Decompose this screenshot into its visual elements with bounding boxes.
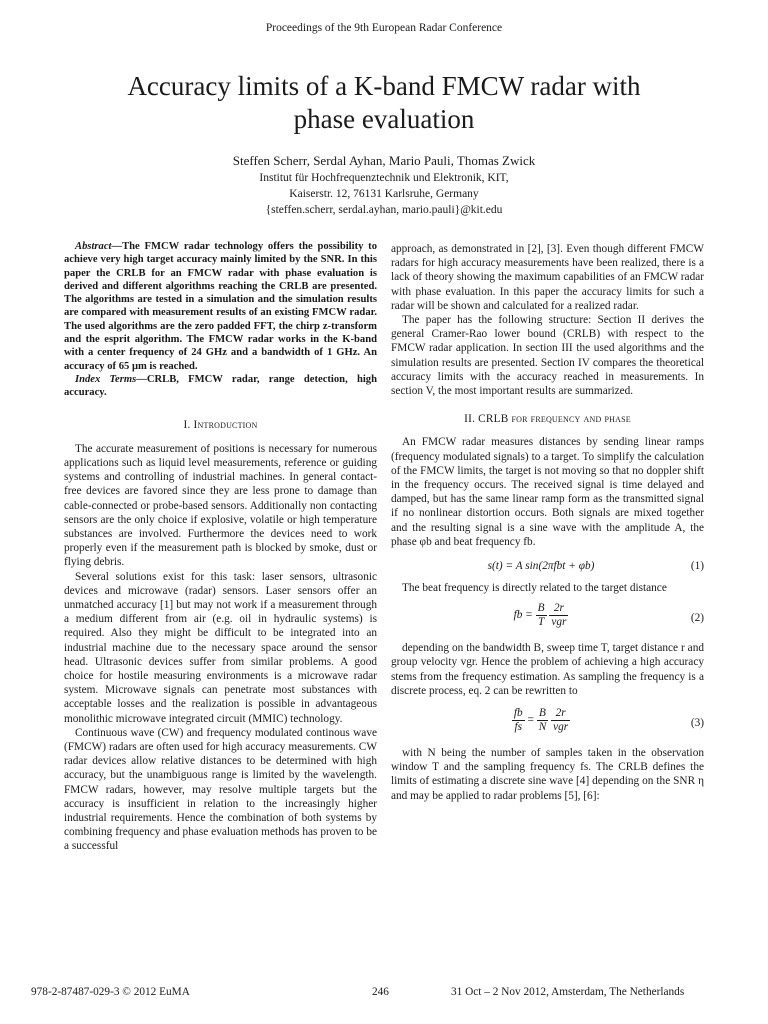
- fraction: [551, 707, 570, 734]
- numerator: 2r: [549, 602, 568, 616]
- index-terms-label: Index Terms: [75, 373, 137, 385]
- section-number: I.: [183, 418, 191, 431]
- footer-conference-date: 31 Oct – 2 Nov 2012, Amsterdam, The Netherlands: [451, 986, 685, 998]
- fraction: [536, 602, 547, 629]
- body-paragraph: depending on the bandwidth B, sweep time T, target distance r and group velocity vgr. Hence the problem of achieving a high accuracy stems from the frequency estimation. As sampling the frequency is a discrete process, eq. 2 can be rewritten to: [391, 642, 704, 697]
- abstract-text: —The FMCW radar technology offers the possibility to achieve very high target accuracy mainly limited by the SNR. In this paper the CRLB for an FMCW radar with phase evaluation is derived and different algorithms reaching the CRLB are presented. The algorithms are tested in a simulation and the simulation results are compared with measurement results of an existing FMCW radar. The used algorithms are the zero padded FFT, the chirp z-transform and the esprit algorithm. The FMCW radar works in the K-band with a center frequency of 24 GHz and a bandwidth of 1 GHz. An accuracy of 65 μm is reached.: [64, 241, 377, 372]
- body-paragraph: The paper has the following structure: Section II derives the general Cramer-Rao lower bound (CRLB) with respect to the FMCW radar application. In section III the used algorithms and the simulation results are presented. Section IV compares the theoretical accuracy limits with the accuracy reached in measurements. In section V, the most important results are summarized.: [391, 314, 704, 398]
- paper-title: [60, 70, 708, 136]
- denominator: T: [537, 616, 545, 629]
- body-paragraph: Several solutions exist for this task: laser sensors, ultrasonic devices and microwave (radar) sensors. Laser sensors offer an unmatched accuracy [1] but may not work if a measurement through a medium different from air (e.g. oil in hydraulic systems) is required. Also they might be difficult to be integrated into an industrial machine due to the necessary space around the sensor head. Ultrasonic devices suffer from similar problems. A good choice for hostile measuring environments is a microwave radar system. Microwave signals can penetrate most substances with acceptable losses and the realization is possible in advantageous monolithic microwave integrated circuit (MMIC) technology.: [64, 570, 377, 725]
- right-column: [391, 242, 704, 803]
- equation-expression: [391, 602, 691, 629]
- section-heading-introduction: [64, 418, 377, 432]
- page-number: 246: [372, 986, 389, 998]
- numerator: B: [537, 707, 549, 721]
- denominator: fs: [514, 721, 523, 734]
- section-number: II.: [464, 413, 476, 426]
- footer-isbn: 978-2-87487-029-3 © 2012 EuMA: [31, 986, 190, 998]
- section-title: CRLB: [478, 413, 509, 426]
- affiliation: [0, 170, 768, 218]
- body-paragraph: approach, as demonstrated in [2], [3]. Even though different FMCW radars for high accuracy measurements have been realized, there is a lack of theory showing the maximum capabilities of an FMCW radar with phase evaluation. In this paper the accuracy limits for such a radar will be shown and calculated for a realized radar.: [391, 243, 704, 312]
- equation-expression: s(t) = A sin(2πfbt + φb): [487, 560, 595, 573]
- numerator: fb: [513, 707, 523, 720]
- fraction: [549, 602, 568, 629]
- section-title-rest: for frequency and phase: [511, 413, 631, 426]
- author-emails: {steffen.scherr, serdal.ayhan, mario.pauli}@kit.edu: [265, 204, 503, 216]
- equation-3: [391, 706, 704, 740]
- abstract: [64, 240, 377, 373]
- section-title: Introduction: [193, 418, 258, 431]
- equals-sign: =: [527, 714, 534, 727]
- affiliation-line: Institut für Hochfrequenztechnik und Elektronik, KIT,: [259, 172, 509, 184]
- index-terms: [64, 373, 377, 400]
- body-paragraph: The accurate measurement of positions is necessary for numerous applications such as liquid level measurements, reference or guiding systems and controlling of industrial machines. In general contact-free devices are favored since they are less prone to damage than cable-connected or probe-based sensors. Additionally non contacting sensors are the only choice if explosive, volatile or high temperature substances are involved. Furthermore the devices need to work properly even if the measurement path is blocked by smoke, dust or flying debris.: [64, 442, 377, 569]
- equation-1: [391, 555, 704, 577]
- fraction: [512, 707, 525, 734]
- title-line-1: Accuracy limits of a K-band FMCW radar with: [127, 71, 641, 101]
- equation-lhs: fb =: [513, 609, 533, 622]
- equation-expression: [391, 707, 691, 734]
- author-list: Steffen Scherr, Serdal Ayhan, Mario Pauli, Thomas Zwick: [232, 153, 536, 168]
- section-heading-crlb: [391, 412, 704, 426]
- equation-number: (3): [690, 717, 704, 730]
- body-paragraph: An FMCW radar measures distances by sending linear ramps (frequency modulated signals) to a target. To simplify the calculation of the FMCW limits, the target is not moving so that no doppler shift in the frequency occurs. The received signal is time delayed and damped, but has the same linear ramp form as the transmitted signal if no nonlinear distortion occurs. Both signals are mixed together and the resulting signal is a sine wave with the amplitude A, the phase φb and beat frequency fb.: [391, 436, 704, 548]
- denominator: vgr: [553, 721, 569, 734]
- equation-2: [391, 601, 704, 635]
- running-head: Proceedings of the 9th European Radar Conference: [265, 22, 503, 34]
- fraction: [537, 707, 549, 734]
- denominator: N: [538, 721, 547, 734]
- body-paragraph: with N being the number of samples taken in the observation window T and the sampling frequency fs. The CRLB defines the limits of estimating a discrete sine wave [4] depending on the SNR η and may be applied to radar problems [5], [6]:: [391, 747, 704, 802]
- numerator: 2r: [551, 707, 570, 721]
- index-terms-text: —CRLB, FMCW radar, range detection, high accuracy.: [64, 373, 377, 399]
- equation-number: (2): [690, 612, 704, 625]
- title-line-2: phase evaluation: [293, 104, 475, 134]
- denominator: vgr: [551, 616, 567, 629]
- affiliation-line: Kaiserstr. 12, 76131 Karlsruhe, Germany: [289, 188, 479, 200]
- equation-number: (1): [690, 560, 704, 573]
- body-paragraph: The beat frequency is directly related to the target distance: [402, 582, 667, 595]
- body-paragraph: Continuous wave (CW) and frequency modulated continous wave (FMCW) radars are often used for high accuracy measurements. CW radar devices allow relative distances to be determined with high accuracy, but the unambiguous range is limited by the wavelength. FMCW radars, however, may resolve multiple targets but the accuracy is insufficient in relation to the increasingly higher industrial requirements. Hence the combination of both systems by combining frequency and phase evaluation methods has proven to be a successful: [64, 726, 377, 853]
- numerator: B: [537, 602, 545, 615]
- abstract-label: Abstract: [75, 241, 112, 252]
- left-column: [64, 240, 377, 854]
